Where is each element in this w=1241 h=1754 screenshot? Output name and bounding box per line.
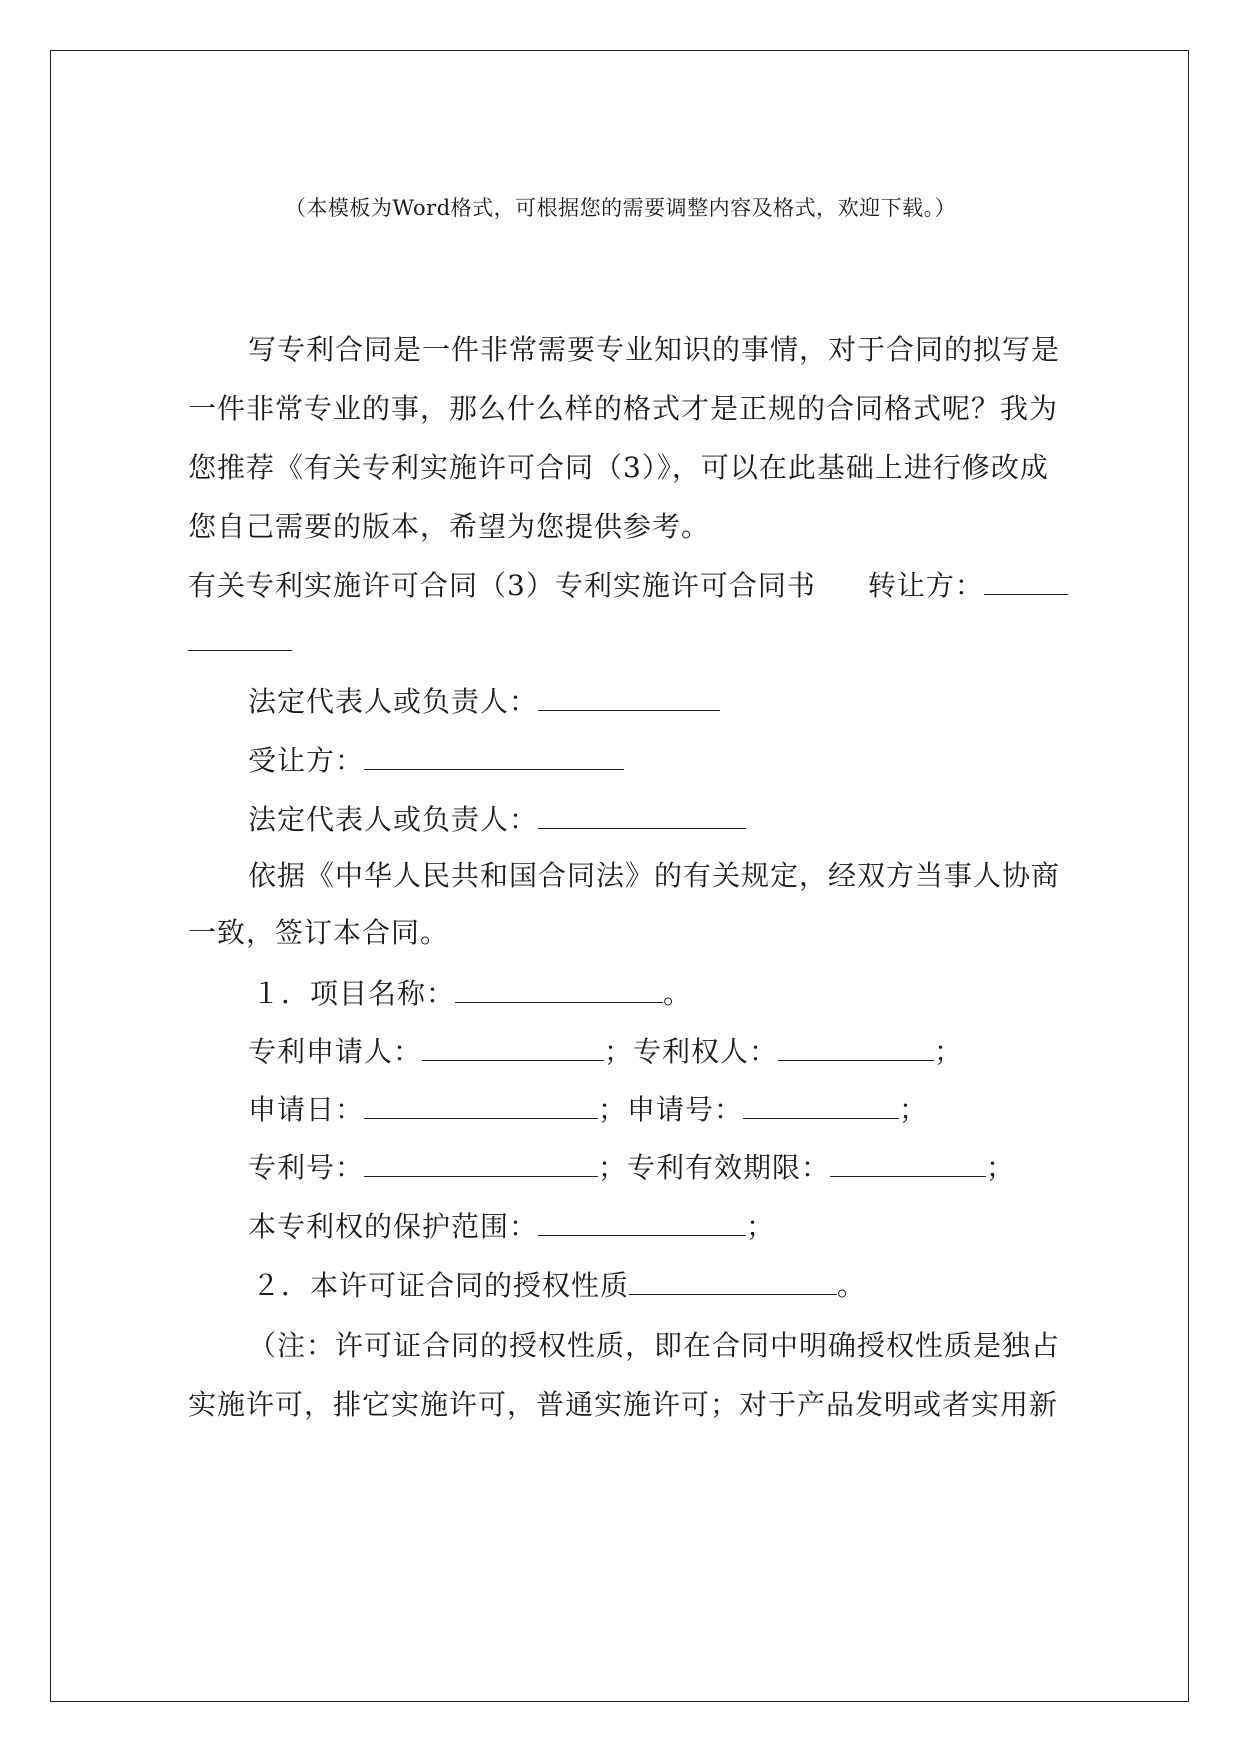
applicant-blank xyxy=(422,1034,604,1061)
license-nature-blank xyxy=(629,1268,837,1295)
applicant-line xyxy=(248,1032,963,1072)
applicant-end: ； xyxy=(934,1035,964,1068)
scope-line xyxy=(248,1207,775,1247)
app-date-label: 申请日： xyxy=(248,1093,365,1126)
applicant-sep: ； xyxy=(604,1035,634,1068)
scope-end: ； xyxy=(746,1210,776,1243)
contract-title-line xyxy=(188,566,1068,606)
owner-label: 专利权人： xyxy=(633,1035,779,1068)
validity-blank xyxy=(830,1150,986,1177)
transferor-rep-blank xyxy=(538,684,720,711)
app-date-blank xyxy=(364,1092,598,1119)
patent-no-sep: ； xyxy=(598,1151,628,1184)
intro-line-1: 写专利合同是一件非常需要专业知识的事情，对于合同的拟写是 xyxy=(248,333,1061,366)
item2-line xyxy=(252,1266,866,1306)
app-date-end: ； xyxy=(899,1093,929,1126)
intro-line-2: 一件非常专业的事，那么什么样的格式才是正规的合同格式呢？我为 xyxy=(188,392,1059,425)
project-name-blank xyxy=(455,976,663,1003)
app-date-line xyxy=(248,1090,928,1130)
patent-no-line xyxy=(248,1148,1015,1188)
basis-line-2: 一致，签订本合同。 xyxy=(188,916,450,949)
item2-end: 。 xyxy=(837,1269,867,1302)
patent-no-label: 专利号： xyxy=(248,1151,365,1184)
patent-no-end: ； xyxy=(986,1151,1016,1184)
transferor-blank-continued-line xyxy=(188,622,292,662)
scope-label: 本专利权的保护范围： xyxy=(248,1210,539,1243)
transferor-blank xyxy=(984,568,1068,595)
app-date-sep: ； xyxy=(598,1093,628,1126)
validity-label: 专利有效期限： xyxy=(627,1151,831,1184)
basis-line-1: 依据《中华人民共和国合同法》的有关规定，经双方当事人协商 xyxy=(248,859,1061,892)
app-number-label: 申请号： xyxy=(627,1093,744,1126)
note2-line-2: 实施许可，排它实施许可，普通实施许可；对于产品发明或者实用新 xyxy=(188,1388,1059,1421)
item2-label: ２．本许可证合同的授权性质 xyxy=(252,1269,630,1302)
transferee-rep-line xyxy=(248,800,746,840)
item1-end: 。 xyxy=(663,977,693,1010)
note2-line-1: （注：许可证合同的授权性质，即在合同中明确授权性质是独占 xyxy=(248,1329,1061,1362)
transferee-line xyxy=(248,741,624,781)
intro-line-4: 您自己需要的版本，希望为您提供参考。 xyxy=(188,510,711,543)
item1-line xyxy=(252,974,692,1014)
contract-title: 有关专利实施许可合同（3）专利实施许可合同书 xyxy=(188,569,816,602)
transferee-rep-blank xyxy=(538,802,746,829)
transferor-blank-continued xyxy=(188,624,292,651)
owner-blank xyxy=(778,1034,934,1061)
patent-no-blank xyxy=(364,1150,598,1177)
transferor-rep-line xyxy=(248,682,720,722)
transferor-label: 转让方： xyxy=(867,569,984,602)
app-number-blank xyxy=(743,1092,899,1119)
transferee-blank xyxy=(364,743,624,770)
item1-label: １．项目名称： xyxy=(252,977,456,1010)
template-note: （本模板为Word格式，可根据您的需要调整内容及格式，欢迎下载。） xyxy=(284,196,957,220)
intro-line-3: 您推荐《有关专利实施许可合同（3）》，可以在此基础上进行修改成 xyxy=(188,451,1049,484)
applicant-label: 专利申请人： xyxy=(248,1035,423,1068)
transferee-label: 受让方： xyxy=(248,744,365,777)
transferor-rep-label: 法定代表人或负责人： xyxy=(248,685,539,718)
scope-blank xyxy=(538,1209,746,1236)
transferee-rep-label: 法定代表人或负责人： xyxy=(248,803,539,836)
